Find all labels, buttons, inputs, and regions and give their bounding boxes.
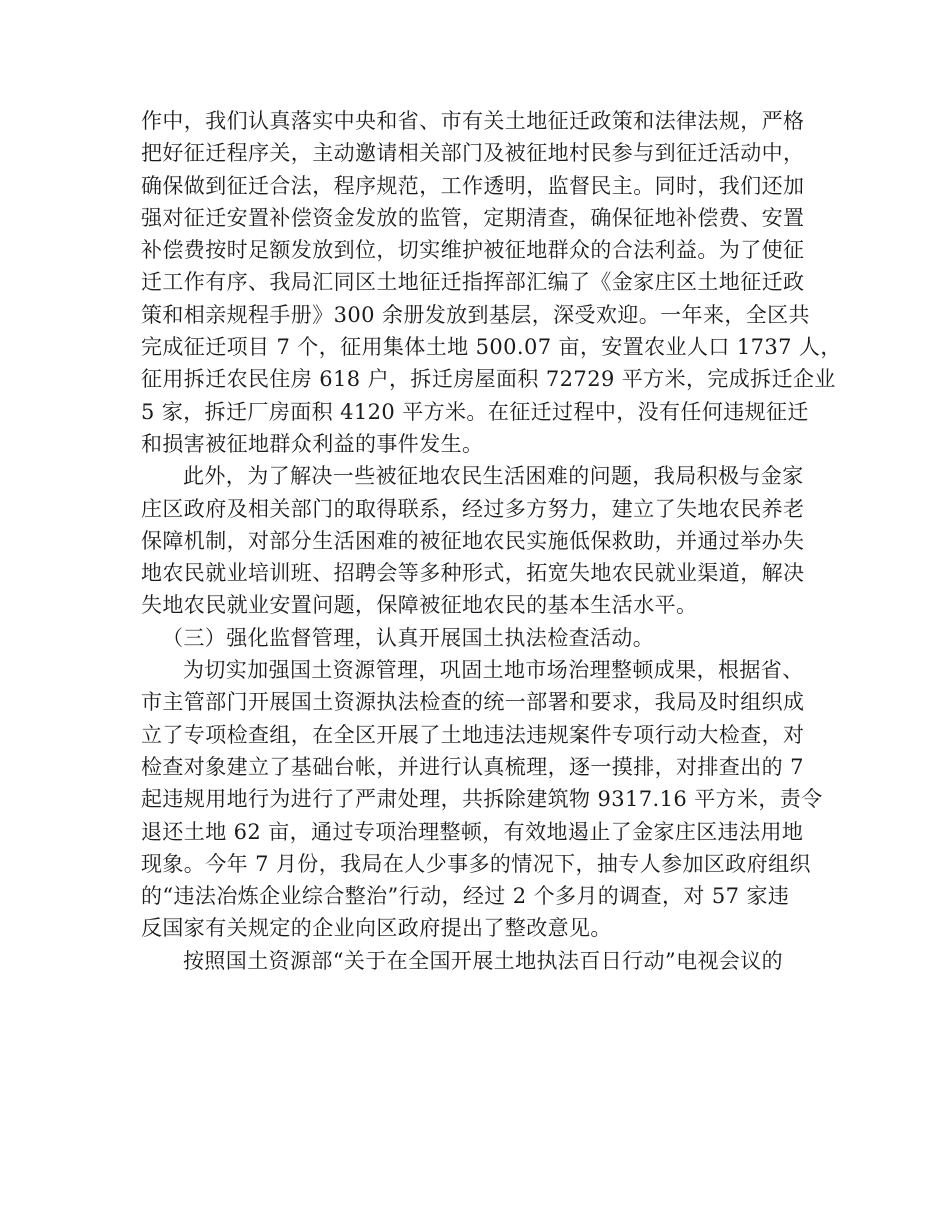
paragraph-first-line: 为切实加强国土资源管理，巩固土地市场治理整顿成果，根据省、 — [183, 658, 804, 683]
text-line: 确保做到征迁合法，程序规范，工作透明，监督民主。同时，我们还加 — [141, 173, 805, 198]
text-line: 退还土地 62 亩，通过专项治理整顿，有效地遏止了金家庄区违法用地 — [141, 819, 804, 844]
text-line: 征用拆迁农民住房 618 户，拆迁房屋面积 72729 平方米，完成拆迁企业 — [141, 367, 836, 392]
document-body — [141, 105, 842, 977]
text-line: 立了专项检查组，在全区开展了土地违法违规案件专项行动大检查，对 — [141, 722, 805, 747]
text-line: 补偿费按时足额发放到位，切实维护被征地群众的合法利益。为了使征 — [141, 238, 805, 263]
text-line: 把好征迁程序关，主动邀请相关部门及被征地村民参与到征迁活动中， — [141, 141, 805, 166]
text-line: 失地农民就业安置问题，保障被征地农民的基本生活水平。 — [141, 593, 698, 618]
text-line: 检查对象建立了基础台帐，并进行认真梳理，逐一摸排，对排查出的 7 — [141, 754, 804, 779]
text-line: 迁工作有序、我局汇同区土地征迁指挥部汇编了《金家庄区土地征迁政 — [141, 270, 805, 295]
text-line: 地农民就业培训班、招聘会等多种形式，拓宽失地农民就业渠道，解决 — [141, 561, 805, 586]
section-heading: （三）强化监督管理，认真开展国土执法检查活动。 — [162, 625, 655, 650]
text-line: 起违规用地行为进行了严肃处理，共拆除建筑物 9317.16 平方米，责令 — [141, 787, 823, 812]
text-line: 的“违法冶炼企业综合整治”行动，经过 2 个多月的调查，对 57 家违 — [141, 884, 790, 909]
text-line: 市主管部门开展国土资源执法检查的统一部署和要求，我局及时组织成 — [141, 690, 805, 715]
text-line: 现象。今年 7 月份，我局在人少事多的情况下，抽专人参加区政府组织 — [141, 851, 811, 876]
paragraph-first-line: 此外，为了解决一些被征地农民生活困难的问题，我局积极与金家 — [183, 464, 804, 489]
text-line: 完成征迁项目 7 个，征用集体土地 500.07 亩，安置农业人口 1737 人， — [141, 335, 842, 360]
text-line: 策和相亲规程手册》300 余册发放到基层，深受欢迎。一年来，全区共 — [141, 302, 810, 327]
text-line: 作中，我们认真落实中央和省、市有关土地征迁政策和法律法规，严格 — [141, 109, 805, 133]
text-line: 强对征迁安置补偿资金发放的监管，定期清查，确保征地补偿费、安置 — [141, 205, 805, 230]
paragraph-first-line: 按照国土资源部“关于在全国开展土地执法百日行动”电视会议的 — [183, 948, 784, 973]
text-line: 反国家有关规定的企业向区政府提出了整改意见。 — [141, 916, 612, 941]
text-line: 庄区政府及相关部门的取得联系，经过多方努力，建立了失地农民养老 — [141, 496, 805, 521]
text-line: 保障机制，对部分生活困难的被征地农民实施低保救助，并通过举办失 — [141, 528, 805, 553]
text-line: 5 家，拆迁厂房面积 4120 平方米。在征迁过程中，没有任何违规征迁 — [141, 399, 809, 424]
text-line: 和损害被征地群众利益的事件发生。 — [141, 431, 484, 456]
